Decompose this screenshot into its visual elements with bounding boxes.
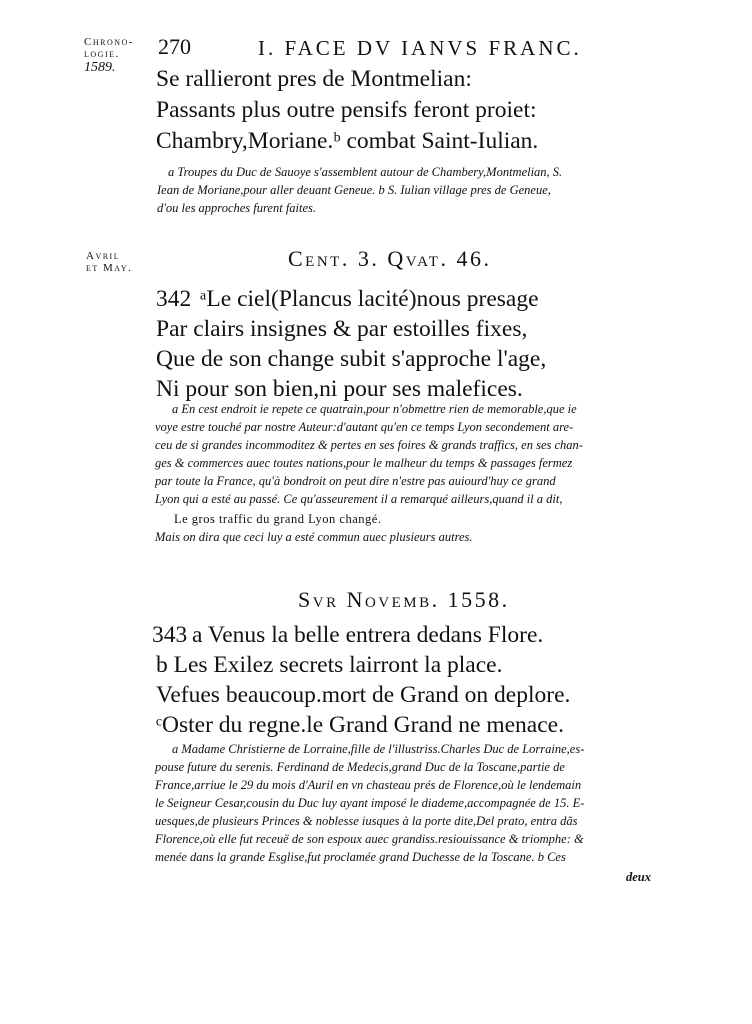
verse-line: Ni pour son bien,ni pour ses malefices. — [156, 376, 523, 402]
section-heading: Svr Novemb. 1558. — [298, 587, 510, 612]
margin-label-line: logie. — [84, 48, 120, 60]
annotation-line: menée dans la grande Esglise,fut proclamée grand Duchesse de la Toscane. b Ces — [155, 850, 566, 864]
verse-line: b Les Exilez secrets lairront la place. — [156, 652, 503, 678]
catchword: deux — [626, 870, 651, 884]
margin-label-line: et May. — [86, 262, 133, 274]
section-heading: Cent. 3. Qvat. 46. — [288, 246, 492, 271]
annotation-line: Lyon qui a esté au passé. Ce qu'asseurement il a remarqué ailleurs,quand il a dit, — [155, 492, 563, 506]
annotation-line: voye estre touché par nostre Auteur:d'autant qu'en ce temps Lyon secondement are- — [155, 420, 574, 434]
annotation-line: Mais on dira que ceci luy a esté commun auec plusieurs autres. — [155, 530, 473, 544]
annotation-line: Iean de Moriane,pour aller deuant Geneue. b S. Iulian village pres de Geneue, — [157, 183, 551, 197]
verse-line: ᶜOster du regne.le Grand Grand ne menace. — [156, 712, 564, 738]
annotation-line: par toute la France, qu'à bondroit on peut dire n'estre pas auiourd'huy ce grand — [155, 474, 556, 488]
annotation-line: uesques,de plusieurs Princes & noblesse iusques à la porte dite,Del prato, entra dãs — [155, 814, 578, 828]
annotation-line: Florence,où elle fut receuë de son espoux auec grandiss.resiouissance & triomphe: & — [155, 832, 584, 846]
verse-line: Que de son change subit s'approche l'age, — [156, 346, 547, 372]
annotation-line: a Madame Christierne de Lorraine,fille de l'illustriss.Charles Duc de Lorraine,es- — [172, 742, 585, 756]
verse-line: Passants plus outre pensifs feront proiet: — [156, 97, 537, 123]
annotation-line: pouse future du serenis. Ferdinand de Medecis,grand Duc de la Toscane,partie de — [155, 760, 565, 774]
verse-line: Se rallieront pres de Montmelian: — [156, 66, 472, 92]
annotation-line: ceu de si grandes incommoditez & pertes en ses foires & grands traffics, en ses chan- — [155, 438, 583, 452]
margin-chronologie — [84, 36, 134, 74]
margin-date — [86, 250, 132, 274]
margin-label-line: 1589. — [84, 60, 116, 75]
verse-line: Chambry,Moriane.ᵇ combat Saint-Iulian. — [156, 128, 539, 154]
verse-line: a Venus la belle entrera dedans Flore. — [192, 622, 544, 648]
annotation-line: a En cest endroit ie repete ce quatrain,pour n'obmettre rien de memorable,que ie — [172, 402, 577, 416]
annotation-line: Le gros traffic du grand Lyon changé. — [174, 512, 382, 526]
verse-line: Vefues beaucoup.mort de Grand on deplore. — [156, 682, 571, 708]
annotation-line: France,arriue le 29 du mois d'Auril en vn chasteau prés de Florence,où le lendemain — [155, 778, 582, 792]
margin-label-line: Chrono- — [84, 36, 134, 48]
quatrain-number: 342 — [156, 286, 192, 312]
verse-line: ᵃLe ciel(Plancus lacité)nous presage — [200, 286, 539, 312]
verse-line: Par clairs insignes & par estoilles fixes, — [156, 316, 528, 342]
page-number: 270 — [158, 34, 191, 59]
annotation-line: ges & commerces auec toutes nations,pour le malheur du temps & passages fermez — [155, 456, 573, 470]
quatrain-number: 343 — [152, 622, 188, 648]
annotation-line: d'ou les approches furent faites. — [157, 201, 317, 215]
running-title: I. FACE DV IANVS FRANC. — [258, 36, 582, 60]
margin-label-line: Avril — [86, 250, 121, 262]
annotation-line: le Seigneur Cesar,cousin du Duc luy ayant imposé le diademe,accompagnée de 15. E- — [155, 796, 585, 810]
annotation-line: a Troupes du Duc de Sauoye s'assemblent autour de Chambery,Montmelian, S. — [168, 165, 563, 179]
